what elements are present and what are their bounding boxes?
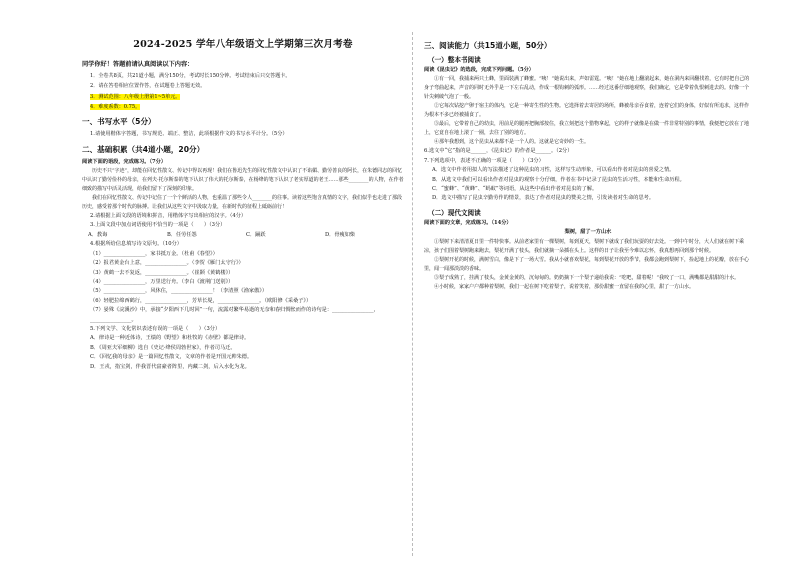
fill-item: （1）________________，家书抵万金。（杜甫《春望》） <box>90 250 218 257</box>
section-heading: 一、书写水平（5分） <box>82 117 156 127</box>
option: C．“蜜蜂”、“黄蜂”、“蚂蚁”等词语，从这些中看出作者对昆虫的了解。 <box>432 186 598 193</box>
subsection-heading: （二）现代文阅读 <box>428 208 481 217</box>
option: B．任劳任怨 <box>167 231 197 238</box>
passage-paragraph: ④那年我想到，这个昆虫从来都不是一个人的。这就是它奇妙的一生。 <box>434 139 590 146</box>
fill-item: （7）晏殊《浣溪沙》中，承接“夕阳西下几时回”一句，流露对繁华易逝的无奈和春归惆怅而作的诗句是：________________，________________。 <box>90 307 379 323</box>
option: D．骨瘦如柴 <box>325 231 356 238</box>
notice-highlight: 3．测试范围：八年级上册第1~5单元。 <box>90 93 181 100</box>
fill-item: （6）轻肥拉绵西鹤行，________________，芳草长堤，________________。（欧阳修《采桑子》） <box>90 297 312 304</box>
column-divider <box>412 32 414 556</box>
option: B．《周亚夫军细柳》选自《史记·绛侯周勃世家》，作者司马迁。 <box>90 344 236 351</box>
passage-paragraph: ①有一回，我捕来两只土蜂，里面装满了蜂蜜。“咦！”她说出来，声如雷霆。“咦！”她在地上翻滚起来，她在洞内来回翻找着，它有时把自己的身子弯曲起来，声音的同时无外乎是一下左右乱动，作成一根钩刺的弧形。……经过这番仔细地观察，我们确定，它是带着仇恨刺进去的。好像一个针尖刺破气泡了一般。 <box>424 76 750 101</box>
article-title: 梨树，甜了一方山水 <box>564 229 612 236</box>
passage-paragraph: ④小时候，家家户户都种着梨树，我们一起在树下吃着梨子，说着笑着，那份甜蜜一直留在我的心里，甜了一方山水。 <box>434 283 695 290</box>
notice-item <box>90 92 404 102</box>
question-7: 7.下列选项中，表述不正确的一项是（ ）（3分） <box>424 157 544 164</box>
passage-paragraph: ②它每次钻挖产卵于宿主的体内，它是一种寄生性的生物。它选择着去寄居的场所，蜂被母亲吞食着，连着它们的身体，好似有所追求，这样作为根本不多已经被捕食了。 <box>424 103 750 119</box>
option: A．律诗是一种近体诗，王绩的《野望》和杜牧的《赤壁》都是律诗。 <box>90 335 250 342</box>
passage-paragraph: ②梨树开花的时候，满树雪白，像是下了一场大雪。我从小就喜欢梨花，每到梨花开放的季节，我都会跑到梨树下，捡起地上的花瓣，放在手心里，闻一闻那淡淡的香味。 <box>424 256 750 272</box>
notice-item: 1．全卷共8页，共21道小题，满分150分，考试时长150分钟。考试结束后只交答题卡。 <box>90 73 291 79</box>
reading-intro: 阅读下面的语段，完成练习。（7分） <box>82 158 167 165</box>
passage-paragraph: ③最后，它带着自己的幼虫，用前足的腿再把胸部按住，我立刻把这个猎物拿起，它的样子就像是在做一件非常特别的事情，我便把它放在了地上，它竟自在地上滚了一圈，去往了别的地方。 <box>424 121 750 137</box>
fill-item: （2）报君黄金台上意，________________。（李贺《雁门太守行》） <box>90 260 244 267</box>
notice-item: 2．请在答卷相应位置作答，在试题卷上答题无效。 <box>90 83 206 90</box>
option: D．选文中描写了昆虫辛勤劳作的情景，表达了作者对昆虫的赞美之情，引发读者对生命的思考。 <box>432 195 655 202</box>
reading-intro: 阅读下面的文章，完成练习。（14分） <box>424 219 512 226</box>
fill-item: （3）黄鹤一去不复返，________________。（崔颢《黄鹤楼》） <box>90 269 234 276</box>
question-6: 6.选文中“它”指的是______，《昆虫记》的作者是______。（2分） <box>424 148 573 155</box>
passage-paragraph: 历史不只“字迹”，却能在回忆性散文、传记中得以再现！我们在鲁迅先生的回忆性散文中认识了不谄媚、勤劳善良的阿长，在朱德同志的回忆中认识了勤劳俭朴的母亲，在列夫·托尔斯泰的笔下认识了伟大的托尔斯泰，在杨绛的笔下认识了老实厚道的老王……那些________的人物，在作者细致的描写中活灵活现，给我们留下了深刻的印象。 <box>82 168 404 192</box>
section-heading: 二、基础积累（共4道小题，20分） <box>82 144 205 154</box>
reading-intro: 阅读《昆虫记》的选段，完成下列问题。（5分） <box>424 67 534 73</box>
option: C．《回忆我的母亲》是一篇回忆性散文，文章的作者是开国元帅朱德。 <box>90 354 253 361</box>
notice-highlight: 4．难度系数：0.75。 <box>90 103 141 110</box>
left-column <box>82 36 404 556</box>
option: D．王戎，指宝剑，伴我晋代富豪者阵里，内藏二剑，后入水化为龙。 <box>90 363 250 370</box>
notice-list <box>82 71 404 112</box>
question-2: 2.请根据上面文段的语境和拼音，用楷体字写出相应的汉字。（4分） <box>90 213 247 219</box>
passage-paragraph: ③梨子成熟了，挂满了枝头，金黄金黄的，沉甸甸的。奶奶摘下一个梨子递给我说：“吃吧，甜着呢！”我咬了一口，满嘴都是甜甜的汁水。 <box>434 274 740 281</box>
passage-paragraph: ①梨树下来清清夏日里一件特快事。从前老家里有一棵梨树，每到夏天，梨树下就成了我们玩耍的好去处。一到中午时分，大人们就在树下乘凉，孩子们围着梨树跑来跑去，梨花开满了枝头，我们就摘一朵插在头上。这样的日子让我至今难以忘怀，我真想再回到那个时候。 <box>424 238 745 254</box>
subsection-heading: （一）整本书阅读 <box>428 56 481 64</box>
option: B．从选文中我们可以看出作者对昆虫的观察十分仔细，作者在书中记录了昆虫的生活习性，本能和生命历程。 <box>432 176 685 183</box>
question-1: 1.请使用楷体字答题，书写规范、端正、整洁，此项根据作文的书写水平计分。（5分） <box>90 131 288 138</box>
option: A．教诲 <box>88 231 108 238</box>
passage-paragraph: 我们在回忆性散文、传记中记住了一个个鲜活的人物，也重温了那些令人________的往事。读着这些饱含真情的文字，我们似乎也走进了那段历史，感受着那个时代的脉搏。让我们从这些文字中汲取力量，在新时代的征程上砥砺前行！ <box>82 195 403 210</box>
notice-item <box>90 102 404 112</box>
right-column <box>424 36 752 556</box>
question-4: 4.根据所给信息填写诗文原句。（10分） <box>90 241 182 248</box>
option: C．踊跃 <box>246 231 266 238</box>
fill-item: （5）________________，风休住，________________！（李清照《渔家傲》） <box>90 288 268 295</box>
section-heading: 三、阅读能力（共15道小题，50分） <box>424 41 552 50</box>
question-3-options <box>82 231 404 241</box>
notice-heading: 同学你好！答题前请认真阅读以下内容： <box>82 61 194 68</box>
question-3: 3.上面文段中加点词语使用不恰当的一项是（ ）（3分） <box>90 222 226 229</box>
fill-item: （4）________________，万里送行舟。（李白《渡荆门送别》） <box>90 279 234 286</box>
option: A．选文中作者用拟人的写法描述了这种昆虫的习性，这样写生动形象，可以看出作者对昆虫的喜爱之情。 <box>432 167 675 174</box>
exam-title: 2024-2025 学年八年级语文上学期第三次月考卷 <box>133 39 353 50</box>
question-5: 5.下列文学、文化常识表述有误的一项是（ ）（3分） <box>90 326 221 333</box>
